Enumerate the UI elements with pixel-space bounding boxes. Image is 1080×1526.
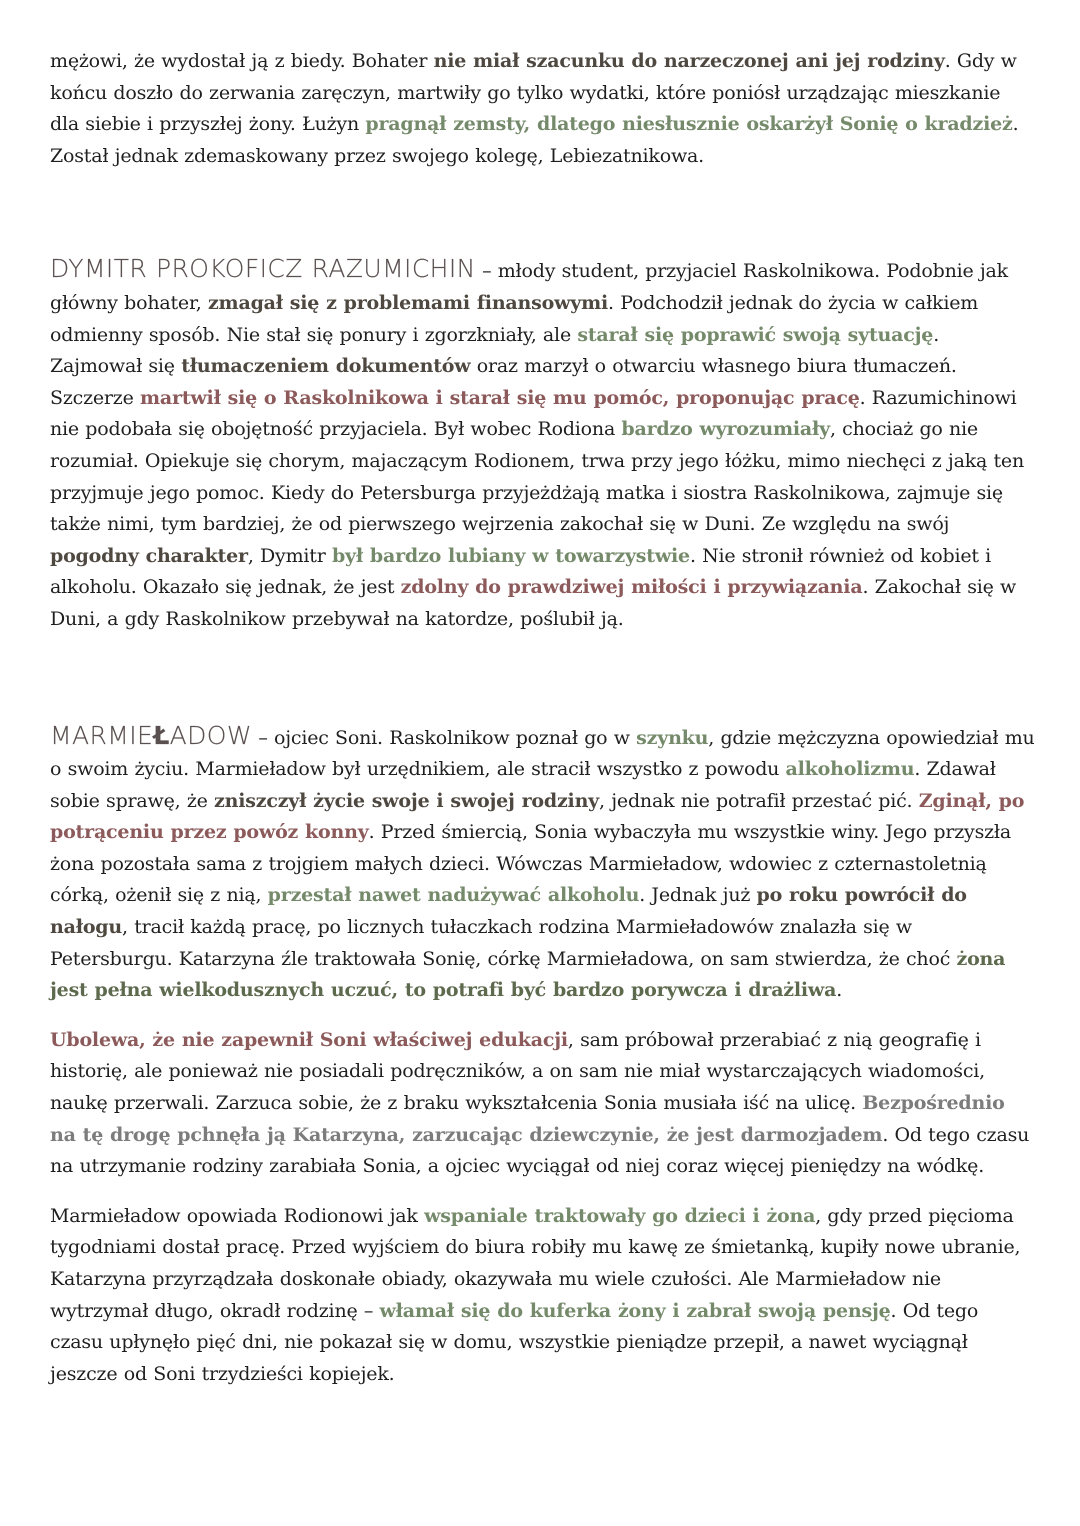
body-text: . Nie stronił również od kobiet i alkoholu. Okazało się jednak, że jest xyxy=(50,544,992,599)
highlight-text: pogodny charakter xyxy=(50,544,248,567)
body-text: , sam próbował przerabiać z nią geografię i historię, ale ponieważ nie posiadali podręczników, a on sam nie miał wystarczających wiadomości, naukę przerwali. Zarzuca sobie, że z braku wykształcenia Sonia musiała iść na ulicę. xyxy=(50,1028,985,1115)
marmeladow-heading-part: Ł xyxy=(153,720,170,750)
luzyn-paragraph-end xyxy=(50,46,1035,172)
body-text: . Zakochał się w Duni, a gdy Raskolnikow przebywał na katordze, poślubił ją. xyxy=(50,576,1017,630)
body-text: . Przed śmiercią, Sonia wybaczyła mu wszystkie winy. Jego przyszła żona pozostała sama z trojgiem małych dzieci. Wówczas Marmieładow, wdowiec z czternastoletnią córką, ożenił się z nią, xyxy=(50,821,1012,907)
body-text: , jednak nie potrafił przestać pić. xyxy=(599,789,919,812)
body-text: mężowi, że wydostał ją z biedy. Bohater xyxy=(50,50,434,72)
highlight-text: pragnął zemsty, dlatego niesłusznie oskarżył Sonię o kradzież xyxy=(365,113,1013,136)
highlight-text: był bardzo lubiany w towarzystwie xyxy=(331,544,690,567)
body-text: . Został jednak zdemaskowany przez swojego kolegę, Lebiezatnikowa. xyxy=(50,113,1019,167)
body-text: Marmieładow opowiada Rodionowi jak xyxy=(50,1204,425,1227)
marmeladow-heading xyxy=(50,721,252,750)
razumichin-heading: DYMITR PROKOFICZ RAZUMICHIN xyxy=(50,254,476,284)
highlight-text: włamał się do kuferka żony i zabrał swoją pensję xyxy=(379,1299,891,1322)
body-text: , gdy przed pięcioma tygodniami dostał pracę. Przed wyjściem do biura robiły mu kawę ze śmietanką, kupiły nowe ubranie, Katarzyna przyrządzała doskonałe obiady, okazywała mu wiele czułości. Ale Marmieładow nie wytrzymał długo, okradł rodzinę – xyxy=(50,1204,1021,1322)
highlight-text: wspaniale traktowały go dzieci i żona xyxy=(424,1204,816,1227)
body-text: , chociaż go nie rozumiał. Opiekuje się chorym, majaczącym Rodionem, trwa przy jego łóżku, mimo niechęci z jaką ten przyjmuje jego pomoc. Kiedy do Petersburga przyjeżdżają matka i siostra Raskolnikowa, zajmuje się także nimi, tym bardziej, że od pierwszego wejrzenia zakochał się w Duni. Ze względu na swój xyxy=(50,418,1025,536)
marmeladow-section xyxy=(50,720,1035,1007)
body-text: – ojciec Soni. Raskolnikow poznał go w xyxy=(252,726,637,749)
highlight-text: Bezpośrednio na tę drogę pchnęła ją Katarzyna, zarzucając dziewczynie, że jest darmozjadem xyxy=(50,1092,1005,1146)
body-text: . Zajmował się xyxy=(50,323,940,378)
highlight-text: starał się poprawić swoją sytuację xyxy=(577,323,934,346)
highlight-text: martwił się o Raskolnikowa i starał się mu pomóc, proponując pracę xyxy=(140,386,860,409)
highlight-text: po roku powrócił do nałogu xyxy=(50,884,967,939)
document-page xyxy=(50,46,1035,1390)
marmeladow-heading-part: ADOW xyxy=(169,720,252,750)
body-text: . Jednak już xyxy=(639,884,757,907)
marmeladow-heading-part: MARMIE xyxy=(50,720,154,750)
body-text: , gdzie mężczyzna opowiedział mu o swoim życiu. Marmieładow był urzędnikiem, ale stracił wszystko z powodu xyxy=(50,726,1035,781)
body-text: oraz marzył o otwarciu własnego biura tłumaczeń. Szczerze xyxy=(50,355,957,409)
highlight-text: nie miał szacunku do narzeczonej ani jej rodziny xyxy=(433,50,945,72)
highlight-text: alkoholizmu xyxy=(785,758,915,781)
highlight-text: przestał nawet nadużywać alkoholu xyxy=(267,884,640,907)
marmeladow-paragraph-2 xyxy=(50,1025,1035,1183)
body-text: . Zdawał sobie sprawę, że xyxy=(50,758,996,812)
highlight-text: żona jest pełna wielkodusznych uczuć, to potrafi być bardzo porywcza i drażliwa xyxy=(50,947,1006,1002)
marmeladow-body-1 xyxy=(50,727,1035,1002)
highlight-text: Zginął, po potrąceniu przez powóz konny xyxy=(50,789,1025,844)
body-text: – młody student, przyjaciel Raskolnikowa. Podobnie jak główny bohater, xyxy=(50,260,1008,314)
body-text: . Razumichinowi nie podobała się obojętność przyjaciela. Był wobec Rodiona xyxy=(50,386,1017,441)
body-text: . Podchodził jednak do życia w całkiem odmienny sposób. Nie stał się ponury i zgorzkniały, ale xyxy=(50,291,979,346)
highlight-text: zniszczył życie swoje i swojej rodziny xyxy=(214,789,600,812)
highlight-text: szynku xyxy=(636,726,709,749)
highlight-text: zmagał się z problemami finansowymi xyxy=(207,291,609,314)
body-text: . Gdy w końcu doszło do zerwania zaręczyn, martwiły go tylko wydatki, które poniósł urządzając mieszkanie dla siebie i przyszłej żony. Łużyn xyxy=(50,50,1017,136)
body-text: , Dymitr xyxy=(247,544,332,567)
body-text: , tracił każdą pracę, po licznych tułaczkach rodzina Marmieładowów znalazła się w Petersburgu. Katarzyna źle traktowała Sonię, córkę Marmieładowa, on sam stwierdza, że choć xyxy=(50,916,957,970)
razumichin-body xyxy=(50,260,1024,630)
highlight-text: Ubolewa, że nie zapewnił Soni właściwej edukacji xyxy=(50,1028,568,1051)
highlight-text: tłumaczeniem dokumentów xyxy=(181,355,471,378)
body-text: . xyxy=(836,979,843,1002)
marmeladow-paragraph-3 xyxy=(50,1201,1035,1391)
body-text: . Od tego czasu upłynęło pięć dni, nie pokazał się w domu, wszystkie pieniądze przepił, a nawet wyciągnął jeszcze od Soni trzydzieści kopiejek. xyxy=(50,1299,979,1385)
razumichin-section xyxy=(50,253,1035,635)
highlight-text: zdolny do prawdziwej miłości i przywiązania xyxy=(400,576,863,599)
highlight-text: bardzo wyrozumiały xyxy=(621,418,830,441)
body-text: . Od tego czasu na utrzymanie rodziny zarabiała Sonia, a ojciec wyciągał od niej coraz więcej pieniędzy na wódkę. xyxy=(50,1123,1030,1178)
